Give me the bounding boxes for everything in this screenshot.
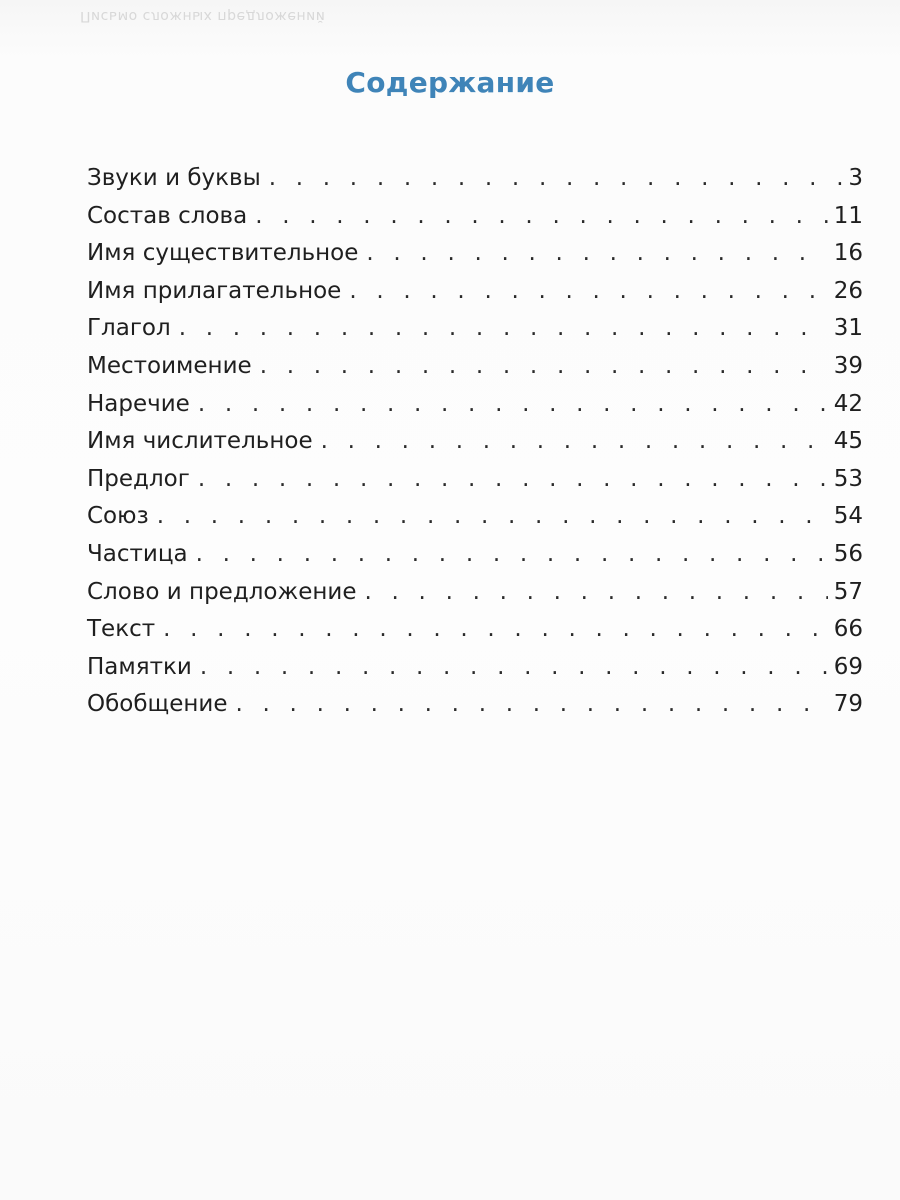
toc-entry (87, 611, 863, 649)
toc-dot-leader (236, 686, 828, 724)
toc-entry-page: 69 (833, 653, 863, 680)
toc-dot-leader (321, 423, 828, 461)
toc-dot-leader (365, 574, 828, 612)
toc-entry-label: Предлог (87, 465, 190, 492)
toc-dot-leader (349, 273, 827, 311)
toc-entry-label: Союз (87, 503, 149, 530)
toc-entry (87, 310, 863, 348)
toc-dot-leader (179, 310, 828, 348)
toc-entry-label: Звуки и буквы (87, 165, 261, 191)
toc-entry (87, 498, 863, 536)
toc-entry-page: 57 (833, 578, 863, 605)
toc-dot-leader (366, 235, 827, 273)
page-title: Содержание (345, 66, 555, 99)
toc-entry (87, 574, 863, 612)
toc-dot-leader (196, 536, 828, 574)
toc-entry-page: 3 (848, 165, 863, 191)
toc-entry-page: 16 (833, 240, 863, 267)
toc-entry-label: Памятки (87, 653, 192, 680)
toc-entry-label: Обобщение (87, 691, 228, 718)
toc-entry-page: 66 (833, 616, 863, 643)
toc-entry (87, 235, 863, 273)
toc-entry (87, 461, 863, 499)
toc-entry-label: Наречие (87, 390, 190, 417)
toc-entry (87, 348, 863, 386)
toc-entry (87, 649, 863, 687)
toc-dot-leader (198, 386, 828, 424)
toc-entry-label: Слово и предложение (87, 578, 357, 605)
toc-dot-leader (163, 611, 828, 649)
toc-entry-page: 42 (833, 390, 863, 417)
toc-entry-page: 39 (833, 352, 863, 379)
toc-entry-label: Имя прилагательное (87, 277, 342, 304)
toc-entry-label: Глагол (87, 315, 171, 342)
toc-dot-leader (260, 348, 828, 386)
toc-entry (87, 686, 863, 724)
toc-entry (87, 198, 863, 236)
toc-entry-label: Текст (87, 616, 156, 643)
toc-entry-label: Местоимение (87, 352, 252, 379)
toc-entry-label: Состав слова (87, 202, 248, 229)
table-of-contents (87, 160, 863, 724)
toc-entry-label: Имя существительное (87, 240, 359, 267)
bleed-through-text: Письмо сложных предложений (80, 8, 326, 24)
toc-entry-label: Имя числительное (87, 428, 313, 455)
toc-entry-page: 53 (833, 465, 863, 492)
toc-entry-page: 26 (833, 277, 863, 304)
toc-entry (87, 273, 863, 311)
toc-dot-leader (157, 498, 828, 536)
toc-entry-page: 79 (833, 691, 863, 718)
toc-dot-leader (255, 198, 828, 236)
toc-dot-leader (269, 160, 843, 198)
toc-entry (87, 386, 863, 424)
toc-entry (87, 423, 863, 461)
toc-dot-leader (198, 461, 828, 499)
toc-entry (87, 536, 863, 574)
toc-entry-page: 56 (833, 540, 863, 567)
toc-dot-leader (200, 649, 828, 687)
toc-entry (87, 160, 863, 198)
toc-entry-page: 31 (833, 315, 863, 342)
toc-entry-page: 11 (833, 202, 863, 229)
toc-entry-page: 45 (833, 428, 863, 455)
toc-entry-page: 54 (833, 503, 863, 530)
toc-entry-label: Частица (87, 540, 188, 567)
